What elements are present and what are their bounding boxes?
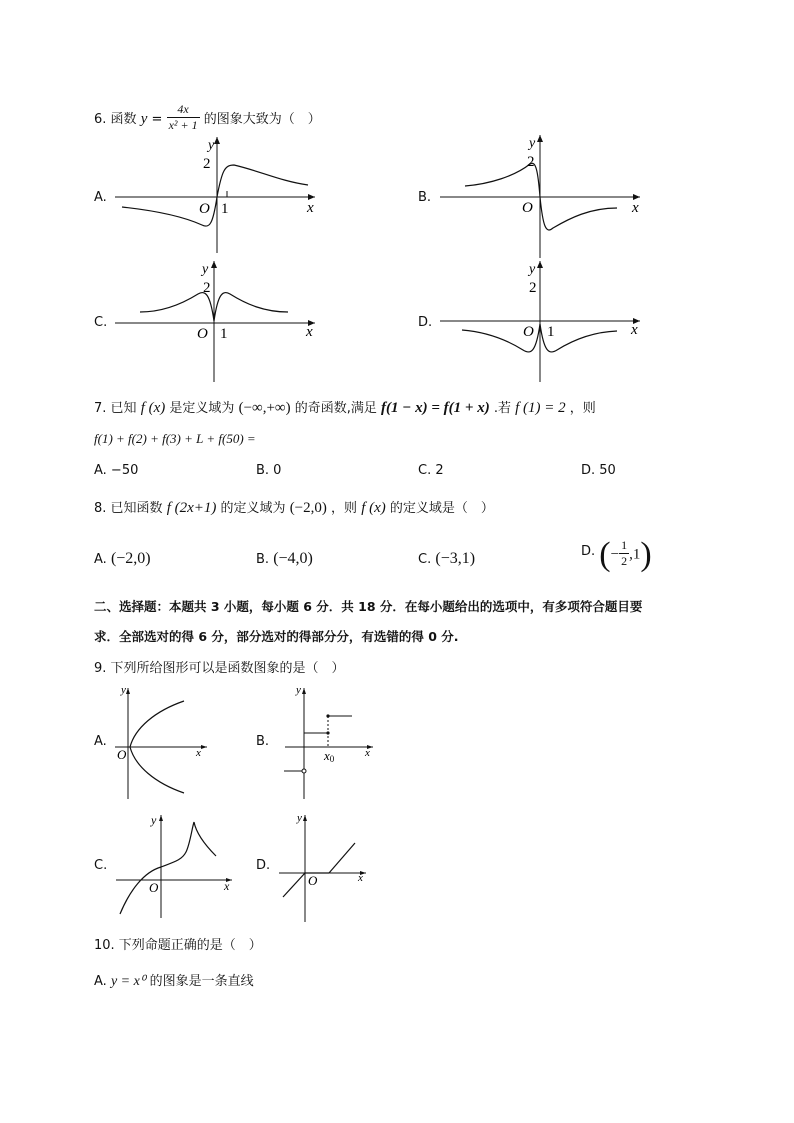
q9-option-a-label[interactable]: A.	[94, 734, 107, 749]
q8-option-c[interactable]: C. (−3,1)	[418, 550, 476, 567]
q9b-x-label: x	[365, 747, 370, 759]
q6-graph-a[interactable]	[110, 135, 320, 255]
q9b-x0-label: x0	[324, 748, 335, 764]
q9-option-c-label[interactable]: C.	[94, 858, 108, 873]
q9-graph-c[interactable]	[112, 810, 237, 920]
q8-stem: 8. 已知函数 f (2x+1) 的定义域为 (−2,0) ，则 f (x) 的定义域是（ ）	[94, 500, 494, 516]
q7-option-c[interactable]: C. 2	[418, 463, 444, 478]
q9a-x-label: x	[196, 747, 201, 759]
q6a-x-label: x	[307, 200, 314, 216]
q6-fraction: $\frac{4x}{\text{x² + 1}}$	[168, 102, 198, 132]
q6b-x-label: x	[632, 200, 639, 216]
q7-option-d[interactable]: D. 50	[581, 463, 616, 478]
q9d-y-label: y	[297, 812, 302, 824]
section2-heading-line1: 二、选择题：本题共 3 小题，每小题 6 分．共 18 分．在每小题给出的选项中，有多项符合题目要	[94, 599, 643, 614]
q9b-y-label: y	[296, 684, 301, 696]
q7-option-b[interactable]: B. 0	[256, 463, 282, 478]
q6d-y-label: y	[529, 262, 536, 277]
q10-option-a[interactable]: A. y = x⁰ 的图象是一条直线	[94, 974, 254, 989]
q9d-x-label: x	[358, 872, 363, 884]
q8-option-d[interactable]: D. (− $\frac{1}{2}$ ,1)	[581, 536, 652, 573]
q6-option-a-label[interactable]: A.	[94, 190, 107, 205]
q6-graph-d[interactable]	[437, 258, 647, 383]
q6-option-b-label[interactable]: B.	[418, 190, 432, 205]
q9c-y-label: y	[151, 813, 157, 827]
q9-graph-b[interactable]	[282, 683, 377, 803]
q7-option-a[interactable]: A. −50	[94, 463, 139, 478]
q9d-origin: O	[308, 873, 318, 888]
q7-sum-expression: f(1) + f(2) + f(3) + L + f(50) =	[94, 431, 256, 446]
q6c-y-label: y	[202, 262, 209, 277]
q6c-tick-2: 2	[203, 280, 211, 296]
q6-graph-c[interactable]	[112, 258, 322, 383]
q6d-tick-1: 1	[547, 324, 555, 340]
q6-stem: 6. 函数 y = $\frac{4x}{\text{x² + 1}}$ 的图象大致为（ ）	[94, 102, 321, 132]
q9a-y-label: y	[121, 684, 126, 696]
q9-graph-a[interactable]	[110, 683, 210, 803]
q9c-x-label: x	[224, 879, 230, 893]
q6b-tick-2: 2	[527, 154, 535, 170]
q6a-tick-2: 2	[203, 156, 211, 172]
q9a-origin: O	[117, 747, 127, 762]
q6a-tick-1: 1	[221, 201, 229, 217]
q6b-origin: O	[522, 200, 533, 216]
q6b-y-label: y	[529, 136, 536, 151]
q9c-origin: O	[149, 880, 159, 895]
q6c-x-label: x	[306, 324, 313, 340]
q6a-y-label: y	[208, 138, 215, 153]
q9-option-d-label[interactable]: D.	[256, 858, 271, 873]
q6c-tick-1: 1	[220, 326, 228, 342]
q6-option-d-label[interactable]: D.	[418, 315, 433, 330]
q6-option-c-label[interactable]: C.	[94, 315, 108, 330]
q10-stem: 10. 下列命题正确的是（ ）	[94, 938, 262, 953]
q9-stem: 9. 下列所给图形可以是函数图象的是（ ）	[94, 661, 345, 676]
q8-option-b[interactable]: B. (−4,0)	[256, 550, 313, 567]
q6c-origin: O	[197, 326, 208, 342]
q6d-x-label: x	[631, 322, 638, 338]
q8-option-a[interactable]: A. (−2,0)	[94, 550, 151, 567]
q6d-tick-2: 2	[529, 280, 537, 296]
q6a-origin: O	[199, 201, 210, 217]
q7-stem: 7. 已知 f (x) 是定义域为 (−∞,+∞) 的奇函数,满足 f(1 − x) = f(1 + x) .若 f (1) = 2 ，则	[94, 400, 596, 416]
section2-heading-line2: 求．全部选对的得 6 分，部分选对的得部分分，有选错的得 0 分.	[94, 629, 459, 644]
q9-graph-d[interactable]	[275, 810, 370, 925]
q6d-origin: O	[523, 324, 534, 340]
q9-option-b-label[interactable]: B.	[256, 734, 270, 749]
q6-graph-b[interactable]	[435, 132, 645, 260]
